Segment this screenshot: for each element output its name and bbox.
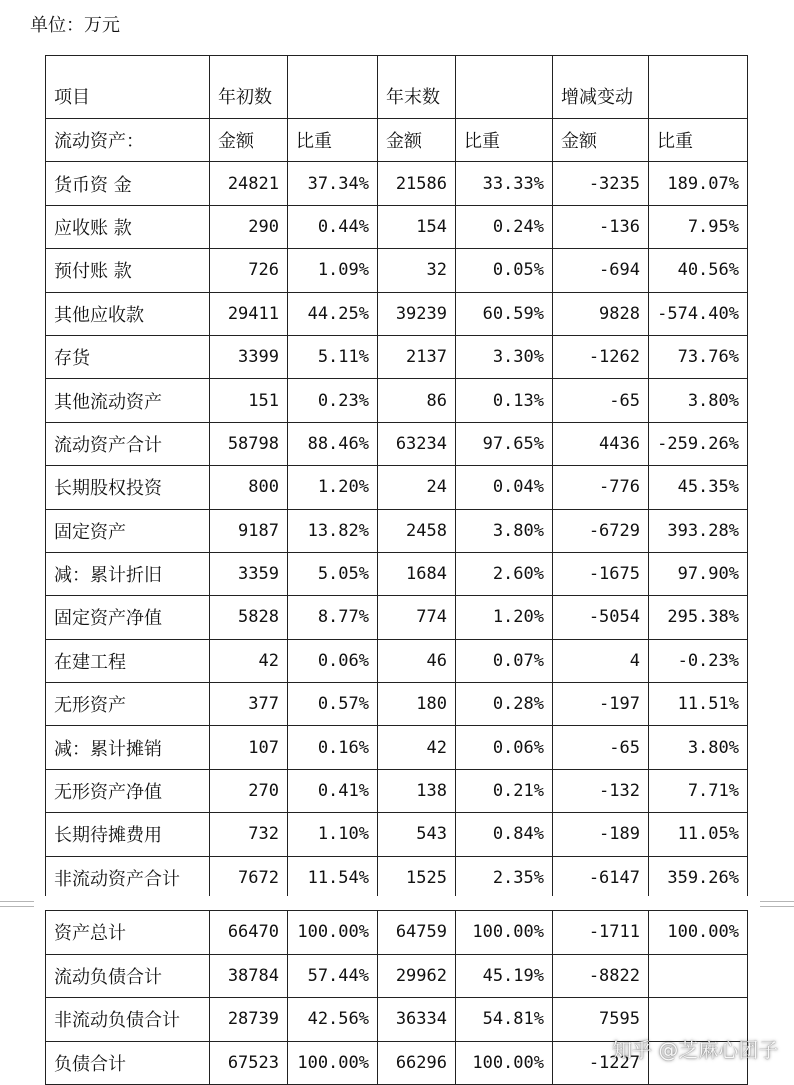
row-name: 固定资产 (46, 509, 210, 552)
subheader-begin-ratio: 比重 (288, 119, 378, 162)
begin-ratio: 57.44% (288, 954, 378, 998)
row-name: 无形资产 (46, 683, 210, 726)
begin-ratio: 100.00% (288, 1041, 378, 1085)
row-name: 流动负债合计 (46, 954, 210, 998)
begin-amount: 42 (210, 639, 288, 682)
begin-ratio: 44.25% (288, 292, 378, 335)
begin-ratio: 88.46% (288, 422, 378, 465)
subheader-end-ratio: 比重 (456, 119, 553, 162)
end-amount: 63234 (378, 422, 456, 465)
row-name: 减：累计摊销 (46, 726, 210, 769)
change-ratio: 45.35% (649, 466, 748, 509)
change-ratio: 40.56% (649, 249, 748, 292)
begin-amount: 58798 (210, 422, 288, 465)
end-ratio: 0.05% (456, 249, 553, 292)
begin-ratio: 100.00% (288, 911, 378, 955)
change-amount: -8822 (553, 954, 649, 998)
row-name: 长期股权投资 (46, 466, 210, 509)
end-ratio: 100.00% (456, 911, 553, 955)
end-ratio: 0.21% (456, 769, 553, 812)
row-name: 在建工程 (46, 639, 210, 682)
end-ratio: 45.19% (456, 954, 553, 998)
end-amount: 24 (378, 466, 456, 509)
end-ratio: 60.59% (456, 292, 553, 335)
begin-amount: 9187 (210, 509, 288, 552)
begin-ratio: 5.05% (288, 552, 378, 595)
begin-amount: 377 (210, 683, 288, 726)
end-amount: 1684 (378, 552, 456, 595)
change-ratio: 73.76% (649, 335, 748, 378)
change-ratio (649, 954, 748, 998)
end-amount: 21586 (378, 162, 456, 205)
begin-amount: 107 (210, 726, 288, 769)
unit-label: 单位：万元 (30, 15, 120, 36)
begin-amount: 7672 (210, 856, 288, 899)
end-amount: 46 (378, 639, 456, 682)
table-row (46, 769, 748, 812)
row-name: 长期待摊费用 (46, 813, 210, 856)
end-amount: 42 (378, 726, 456, 769)
end-ratio: 2.35% (456, 856, 553, 899)
page-break-marker-right (760, 901, 794, 907)
table-row (46, 292, 748, 335)
change-amount: -189 (553, 813, 649, 856)
begin-ratio: 13.82% (288, 509, 378, 552)
begin-ratio: 11.54% (288, 856, 378, 899)
change-ratio: 11.51% (649, 683, 748, 726)
change-ratio: 359.26% (649, 856, 748, 899)
table-row (46, 552, 748, 595)
end-ratio: 0.07% (456, 639, 553, 682)
change-amount: -136 (553, 205, 649, 248)
row-name: 资产总计 (46, 911, 210, 955)
begin-ratio: 37.34% (288, 162, 378, 205)
header-end: 年末数 (378, 56, 456, 119)
watermark: 知乎 @芝麻心团子 (612, 1038, 779, 1062)
change-amount: 4 (553, 639, 649, 682)
end-amount: 543 (378, 813, 456, 856)
begin-amount: 28739 (210, 998, 288, 1042)
header-begin-empty (288, 56, 378, 119)
end-amount: 154 (378, 205, 456, 248)
end-ratio: 0.28% (456, 683, 553, 726)
change-ratio: 11.05% (649, 813, 748, 856)
subheader-change-amount: 金额 (553, 119, 649, 162)
begin-amount: 5828 (210, 596, 288, 639)
change-amount: 7595 (553, 998, 649, 1042)
header-change: 增减变动 (553, 56, 649, 119)
table-row (46, 813, 748, 856)
row-name: 负债合计 (46, 1041, 210, 1085)
change-ratio: -0.23% (649, 639, 748, 682)
table-row (46, 596, 748, 639)
change-amount: -6729 (553, 509, 649, 552)
end-ratio: 54.81% (456, 998, 553, 1042)
table-row (46, 422, 748, 465)
begin-ratio: 42.56% (288, 998, 378, 1042)
begin-amount: 732 (210, 813, 288, 856)
row-name: 货币资 金 (46, 162, 210, 205)
end-amount: 29962 (378, 954, 456, 998)
begin-ratio: 1.20% (288, 466, 378, 509)
page-break-marker-left (0, 901, 34, 907)
begin-ratio: 8.77% (288, 596, 378, 639)
begin-amount: 3399 (210, 335, 288, 378)
header-begin: 年初数 (210, 56, 288, 119)
row-name: 其他应收款 (46, 292, 210, 335)
change-amount: -1711 (553, 911, 649, 955)
row-name: 固定资产净值 (46, 596, 210, 639)
change-amount: -5054 (553, 596, 649, 639)
change-amount: -776 (553, 466, 649, 509)
change-ratio: 3.80% (649, 379, 748, 422)
end-amount: 36334 (378, 998, 456, 1042)
begin-amount: 270 (210, 769, 288, 812)
begin-amount: 38784 (210, 954, 288, 998)
begin-ratio: 5.11% (288, 335, 378, 378)
change-ratio: 189.07% (649, 162, 748, 205)
end-amount: 39239 (378, 292, 456, 335)
table-row (46, 639, 748, 682)
balance-sheet-table-assets (45, 55, 748, 900)
table-row (46, 466, 748, 509)
begin-amount: 66470 (210, 911, 288, 955)
end-ratio: 0.06% (456, 726, 553, 769)
end-ratio: 100.00% (456, 1041, 553, 1085)
change-ratio: 97.90% (649, 552, 748, 595)
row-name: 无形资产净值 (46, 769, 210, 812)
change-amount: -1262 (553, 335, 649, 378)
change-amount: -3235 (553, 162, 649, 205)
end-ratio: 3.30% (456, 335, 553, 378)
end-amount: 774 (378, 596, 456, 639)
end-ratio: 3.80% (456, 509, 553, 552)
end-amount: 180 (378, 683, 456, 726)
begin-ratio: 0.44% (288, 205, 378, 248)
change-amount: -1227 (553, 1041, 649, 1085)
change-ratio: 7.71% (649, 769, 748, 812)
subheader-begin-amount: 金额 (210, 119, 288, 162)
end-amount: 1525 (378, 856, 456, 899)
subheader-end-amount: 金额 (378, 119, 456, 162)
change-ratio: 295.38% (649, 596, 748, 639)
table-row (46, 509, 748, 552)
subheader-change-ratio: 比重 (649, 119, 748, 162)
row-name: 减：累计折旧 (46, 552, 210, 595)
end-ratio: 2.60% (456, 552, 553, 595)
begin-amount: 3359 (210, 552, 288, 595)
table-row (46, 335, 748, 378)
end-amount: 86 (378, 379, 456, 422)
table-row (46, 911, 748, 955)
begin-amount: 290 (210, 205, 288, 248)
begin-ratio: 0.41% (288, 769, 378, 812)
end-ratio: 0.04% (456, 466, 553, 509)
change-amount: -6147 (553, 856, 649, 899)
table-row (46, 162, 748, 205)
end-amount: 32 (378, 249, 456, 292)
change-amount: -1675 (553, 552, 649, 595)
end-amount: 2137 (378, 335, 456, 378)
change-ratio: -259.26% (649, 422, 748, 465)
begin-amount: 151 (210, 379, 288, 422)
begin-ratio: 0.06% (288, 639, 378, 682)
table-row (46, 205, 748, 248)
begin-ratio: 0.57% (288, 683, 378, 726)
change-amount: -197 (553, 683, 649, 726)
header-row (46, 56, 748, 119)
subheader-section: 流动资产： (46, 119, 210, 162)
change-amount: -694 (553, 249, 649, 292)
row-name: 非流动资产合计 (46, 856, 210, 899)
change-amount: 9828 (553, 292, 649, 335)
row-name: 非流动负债合计 (46, 998, 210, 1042)
begin-amount: 29411 (210, 292, 288, 335)
row-name: 其他流动资产 (46, 379, 210, 422)
table-row (46, 249, 748, 292)
row-name: 存货 (46, 335, 210, 378)
table-row (46, 379, 748, 422)
begin-ratio: 0.16% (288, 726, 378, 769)
change-ratio: 7.95% (649, 205, 748, 248)
change-amount: 4436 (553, 422, 649, 465)
table-row (46, 683, 748, 726)
change-amount: -65 (553, 379, 649, 422)
change-ratio: 3.80% (649, 726, 748, 769)
change-ratio: -574.40% (649, 292, 748, 335)
row-name: 应收账 款 (46, 205, 210, 248)
change-amount: -65 (553, 726, 649, 769)
end-ratio: 0.24% (456, 205, 553, 248)
change-ratio: 393.28% (649, 509, 748, 552)
end-ratio: 0.84% (456, 813, 553, 856)
end-ratio: 1.20% (456, 596, 553, 639)
header-end-empty (456, 56, 553, 119)
begin-amount: 800 (210, 466, 288, 509)
end-ratio: 0.13% (456, 379, 553, 422)
begin-amount: 67523 (210, 1041, 288, 1085)
subheader-row (46, 119, 748, 162)
table-row (46, 726, 748, 769)
end-ratio: 97.65% (456, 422, 553, 465)
end-amount: 138 (378, 769, 456, 812)
begin-ratio: 0.23% (288, 379, 378, 422)
change-amount: -132 (553, 769, 649, 812)
begin-ratio: 1.10% (288, 813, 378, 856)
row-name: 预付账 款 (46, 249, 210, 292)
end-amount: 66296 (378, 1041, 456, 1085)
row-name: 流动资产合计 (46, 422, 210, 465)
end-amount: 2458 (378, 509, 456, 552)
begin-amount: 726 (210, 249, 288, 292)
begin-amount: 24821 (210, 162, 288, 205)
table-row (46, 856, 748, 899)
table-row (46, 954, 748, 998)
begin-ratio: 1.09% (288, 249, 378, 292)
header-change-empty (649, 56, 748, 119)
change-ratio: 100.00% (649, 911, 748, 955)
end-ratio: 33.33% (456, 162, 553, 205)
end-amount: 64759 (378, 911, 456, 955)
header-item: 项目 (46, 56, 210, 119)
page-break (0, 896, 794, 910)
